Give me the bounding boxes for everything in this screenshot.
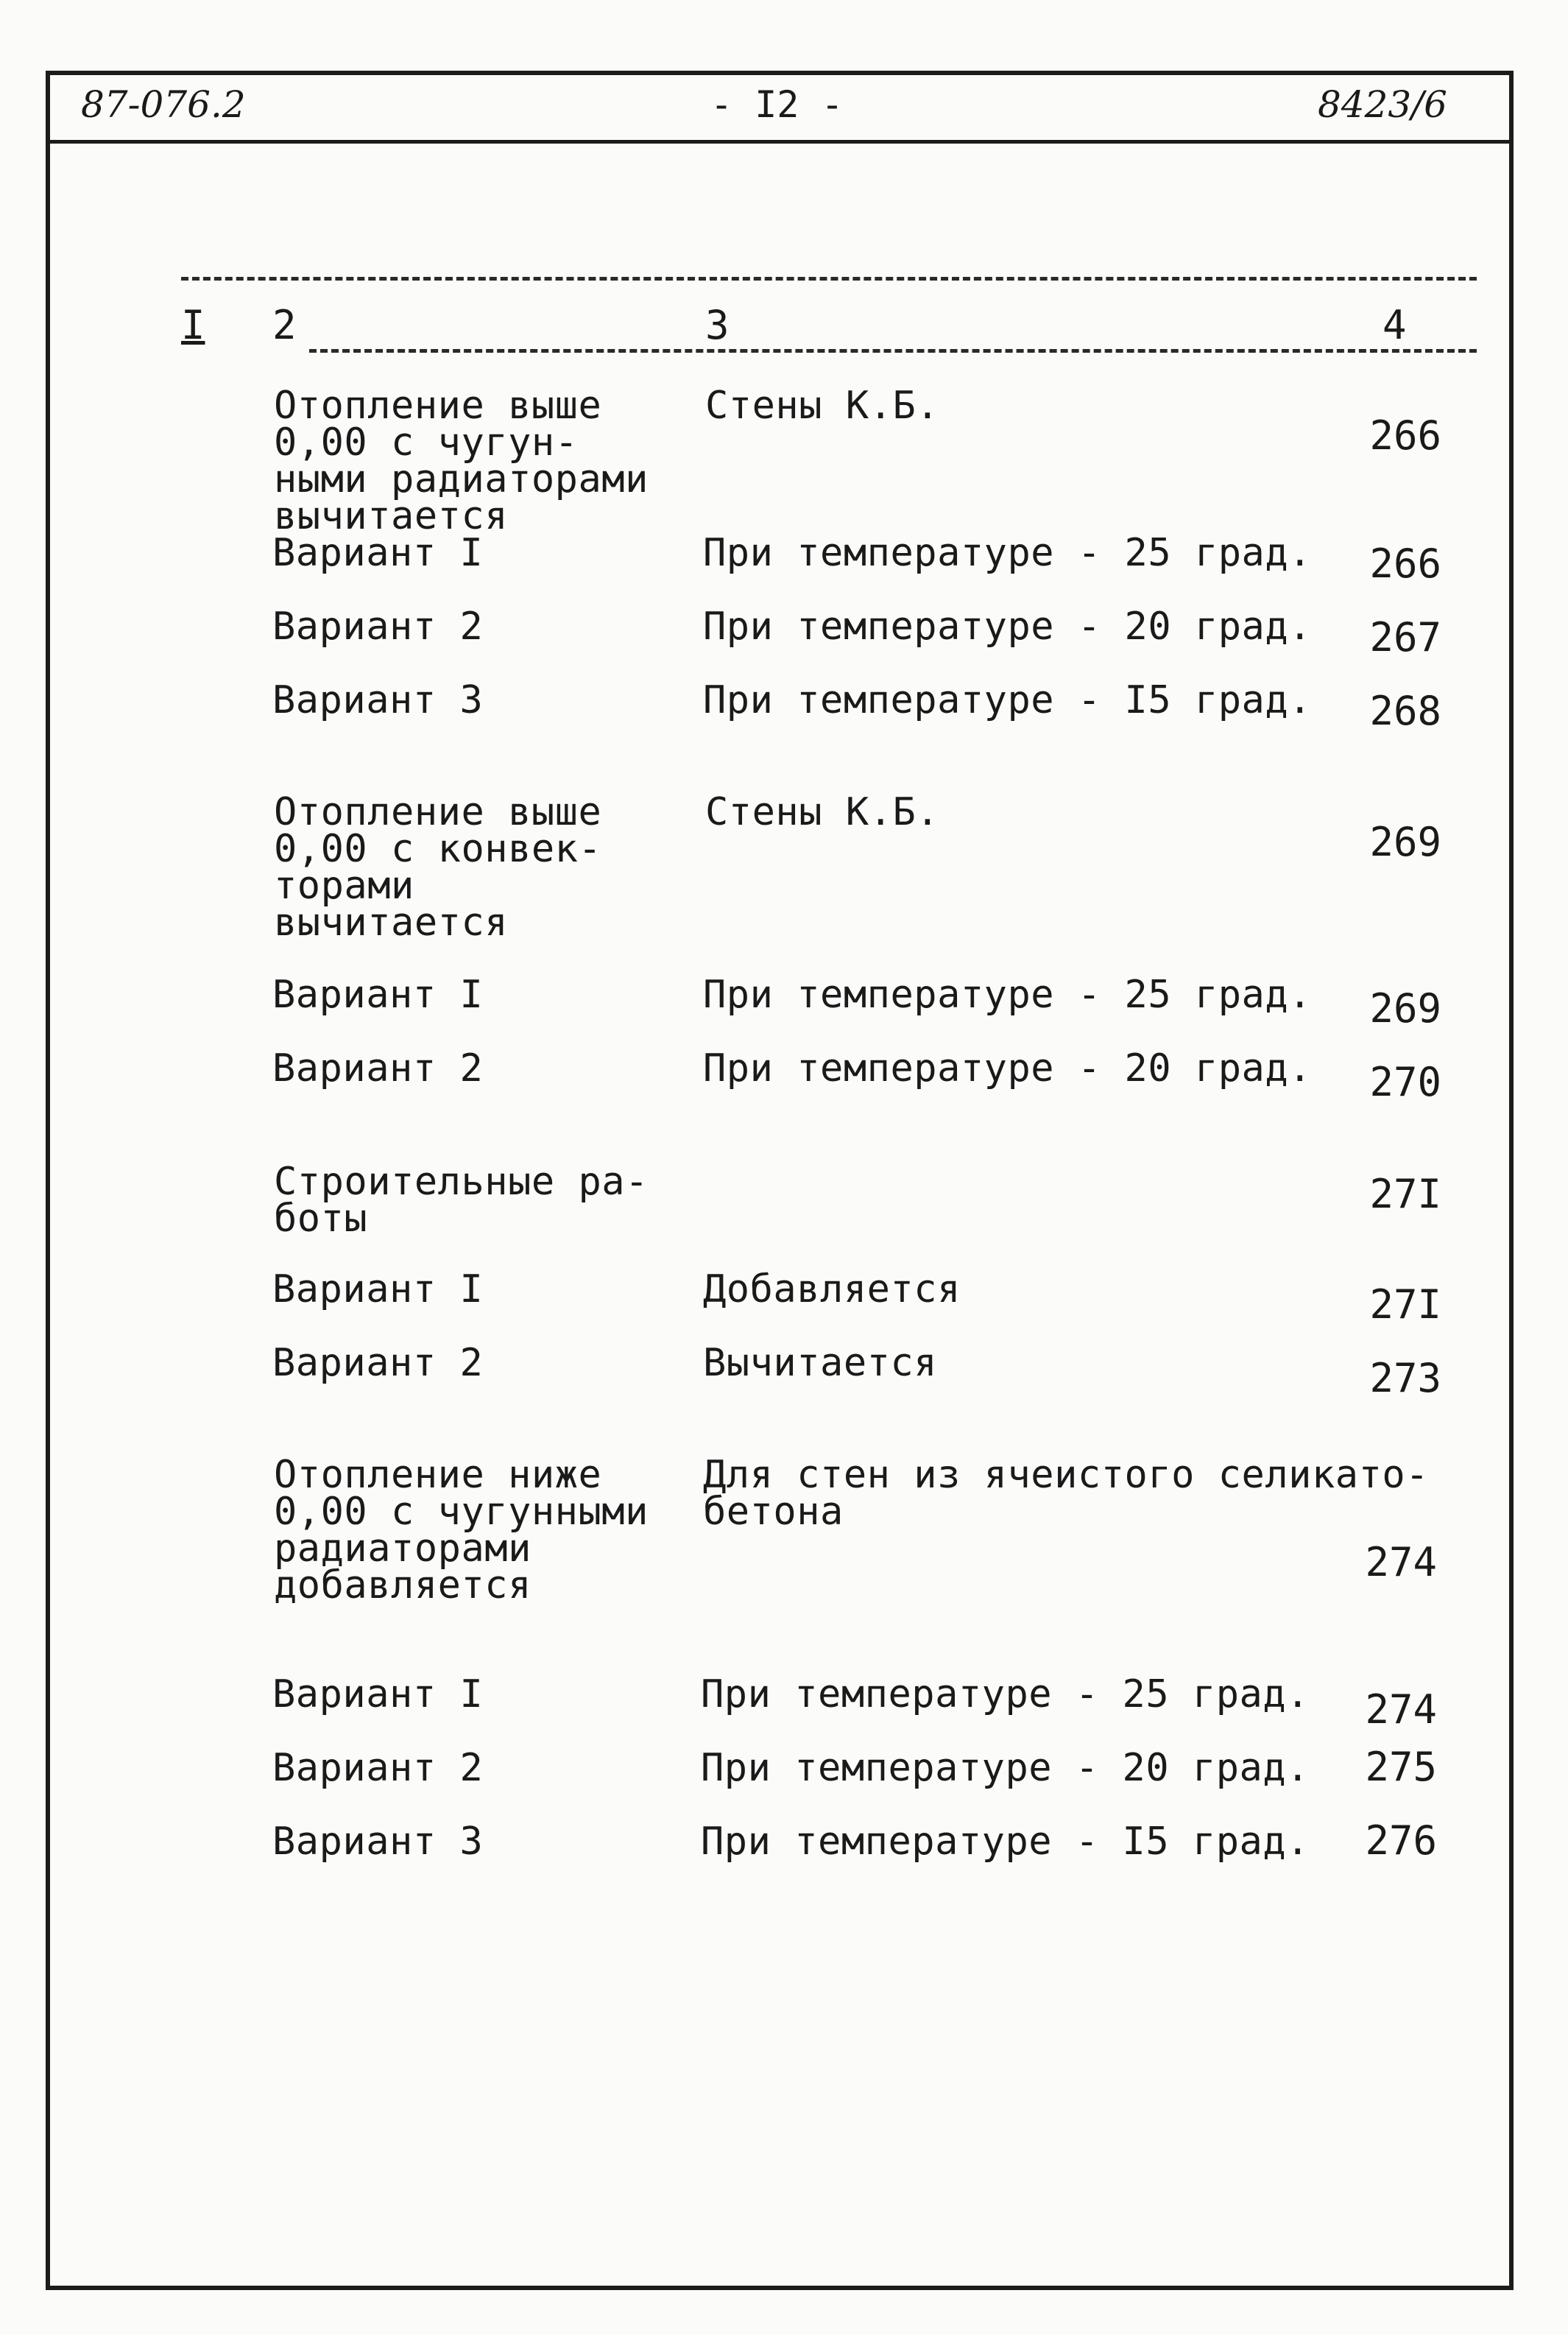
row-description: При температуре - 20 град. xyxy=(703,605,1312,649)
row-variant: Вариант I xyxy=(272,1672,484,1716)
column-2-header: 2 xyxy=(272,302,297,348)
row-section-title: Строительные ра- боты xyxy=(274,1160,649,1241)
row-page: 273 xyxy=(1369,1355,1441,1401)
row-description: Стены К.Б. xyxy=(705,790,940,834)
document-code: 87-076.2 xyxy=(81,83,246,126)
row-page: 274 xyxy=(1365,1686,1437,1733)
row-page: 27I xyxy=(1369,1171,1441,1217)
row-page: 274 xyxy=(1365,1539,1437,1585)
row-page: 267 xyxy=(1369,614,1441,661)
row-section-title: Отопление ниже 0,00 с чугунными радиаторами добавляется xyxy=(274,1453,649,1607)
table-header-rule xyxy=(309,349,1477,353)
row-description: При температуре - I5 град. xyxy=(701,1820,1310,1864)
row-variant: Вариант 2 xyxy=(272,1341,484,1385)
row-description: Добавляется xyxy=(703,1267,961,1311)
row-page: 269 xyxy=(1369,985,1441,1032)
table-top-rule xyxy=(181,277,1477,281)
column-3-header: 3 xyxy=(705,302,730,348)
page-number: - I2 - xyxy=(710,83,844,126)
row-description: Для стен из ячеистого селикато- бетона xyxy=(703,1453,1430,1534)
column-4-header: 4 xyxy=(1382,302,1407,348)
row-section-title: Отопление выше 0,00 с чугун- ными радиаторами вычитается xyxy=(274,384,649,538)
row-variant: Вариант 2 xyxy=(272,1046,484,1091)
row-variant: Вариант I xyxy=(272,973,484,1017)
row-description: Стены К.Б. xyxy=(705,384,940,428)
row-variant: Вариант 2 xyxy=(272,1746,484,1790)
row-section-title: Отопление выше 0,00 с конвек- торами вычитается xyxy=(274,790,602,945)
row-page: 266 xyxy=(1369,412,1441,459)
row-description: При температуре - I5 град. xyxy=(703,678,1312,722)
row-page: 268 xyxy=(1369,688,1441,734)
row-description: При температуре - 25 град. xyxy=(703,973,1312,1017)
row-page: 275 xyxy=(1365,1744,1437,1790)
row-variant: Вариант I xyxy=(272,531,484,575)
row-page: 266 xyxy=(1369,540,1441,587)
row-description: Вычитается xyxy=(703,1341,938,1385)
row-description: При температуре - 20 град. xyxy=(703,1046,1312,1091)
row-description: При температуре - 25 град. xyxy=(703,531,1312,575)
row-page: 27I xyxy=(1369,1281,1441,1328)
row-variant: Вариант 3 xyxy=(272,1820,484,1864)
column-1-header: I xyxy=(181,302,205,348)
row-variant: Вариант 3 xyxy=(272,678,484,722)
row-variant: Вариант I xyxy=(272,1267,484,1311)
row-page: 270 xyxy=(1369,1059,1441,1105)
row-description: При температуре - 25 град. xyxy=(701,1672,1310,1716)
row-variant: Вариант 2 xyxy=(272,605,484,649)
inventory-number: 8423/6 xyxy=(1318,83,1447,126)
row-page: 276 xyxy=(1365,1817,1437,1864)
row-page: 269 xyxy=(1369,819,1441,865)
header-rule xyxy=(46,140,1514,144)
row-description: При температуре - 20 град. xyxy=(701,1746,1310,1790)
